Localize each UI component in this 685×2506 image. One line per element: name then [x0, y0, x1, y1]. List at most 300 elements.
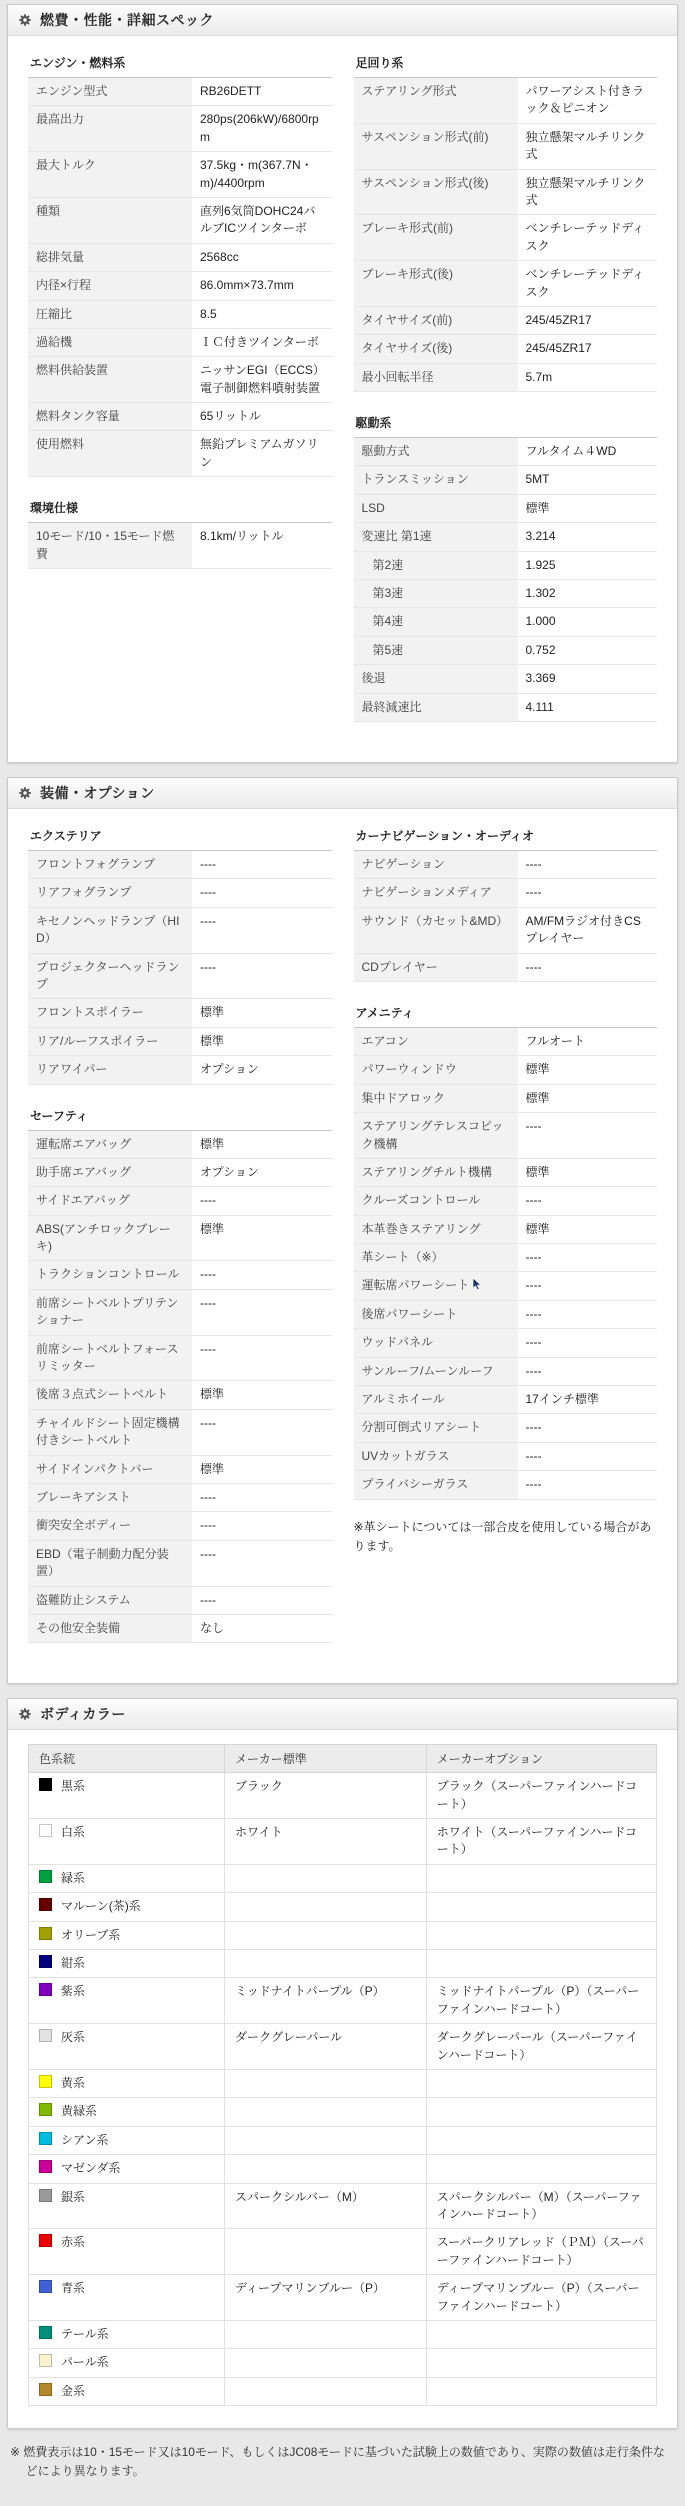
maker-standard-cell	[225, 2126, 427, 2154]
color-swatch	[39, 1983, 52, 1996]
spec-label: 第5速	[354, 636, 518, 664]
spec-value: 86.0mm×73.7mm	[192, 272, 332, 300]
equipment-value: 17インチ標準	[518, 1386, 658, 1414]
equipment-label: ナビゲーションメディア	[354, 879, 518, 907]
equipment-row	[354, 1386, 658, 1414]
equipment-label: サイドインパクトバー	[28, 1455, 192, 1483]
equipment-label: パワーウィンドウ	[354, 1056, 518, 1084]
equipment-label: 前席シートベルトプリテンショナー	[28, 1289, 192, 1335]
equipment-value: ----	[192, 1261, 332, 1289]
body-color-row	[29, 2024, 657, 2070]
color-family-cell	[29, 1893, 225, 1921]
spec-label: 使用燃料	[28, 431, 192, 477]
maker-standard-cell	[225, 1893, 427, 1921]
maker-option-cell	[426, 2070, 656, 2098]
spec-value: ベンチレーテッドディスク	[518, 215, 658, 261]
group-title: 駆動系	[354, 410, 658, 438]
spec-row	[354, 608, 658, 636]
gear-icon	[18, 786, 32, 800]
maker-standard-cell	[225, 1864, 427, 1892]
maker-standard-cell	[225, 2349, 427, 2377]
body-color-row	[29, 1950, 657, 1978]
spec-row	[354, 123, 658, 169]
equipment-card-header	[8, 778, 677, 809]
color-family-label: 青系	[61, 2281, 86, 2296]
body-color-row	[29, 1921, 657, 1949]
body-color-row	[29, 1819, 657, 1865]
equipment-value: 標準	[192, 1215, 332, 1261]
body-color-row	[29, 2126, 657, 2154]
fuel-economy-footnote: ※ 燃費表示は10・15モード又は10モード、もしくはJC08モードに基づいた試験上の数値であり、実際の数値は走行条件などにより異なります。	[10, 2445, 665, 2478]
spec-label: 最高出力	[28, 106, 192, 152]
spec-value: 独立懸架マルチリンク式	[518, 123, 658, 169]
maker-standard-cell	[225, 2377, 427, 2405]
equipment-value: オプション	[192, 1158, 332, 1186]
color-family-label: 黄系	[61, 2076, 86, 2090]
spec-group	[28, 495, 332, 569]
spec-label: トランスミッション	[354, 466, 518, 494]
equipment-value: 標準	[192, 1381, 332, 1409]
spec-value: 0.752	[518, 636, 658, 664]
equipment-value: ----	[192, 1540, 332, 1586]
body-color-row	[29, 1773, 657, 1819]
equipment-value: オプション	[192, 1056, 332, 1084]
equipment-value: ----	[192, 1187, 332, 1215]
equipment-label: 集中ドアロック	[354, 1084, 518, 1112]
equipment-row	[28, 1614, 332, 1642]
color-swatch	[39, 2160, 52, 2173]
equipment-label: UVカットガラス	[354, 1442, 518, 1470]
equipment-value: ----	[518, 1442, 658, 1470]
specs-card	[7, 4, 678, 763]
spec-label: 内径×行程	[28, 272, 192, 300]
equipment-value: ----	[518, 1357, 658, 1385]
color-family-cell	[29, 1864, 225, 1892]
color-swatch	[39, 1778, 52, 1791]
spec-value: 245/45ZR17	[518, 335, 658, 363]
equipment-label: ステアリングテレスコピック機構	[354, 1113, 518, 1159]
body-color-row	[29, 2155, 657, 2183]
equipment-row	[354, 1215, 658, 1243]
equipment-row	[354, 953, 658, 981]
group-title: エンジン・燃料系	[28, 50, 332, 78]
color-family-label: 緑系	[61, 1870, 86, 1885]
color-family-label: テール系	[61, 2326, 109, 2341]
column-header-maker-option: メーカーオプション	[426, 1745, 656, 1773]
equipment-value: ----	[192, 907, 332, 953]
spec-value: 標準	[518, 494, 658, 522]
equipment-value: ----	[518, 1113, 658, 1159]
equipment-value: ----	[518, 1187, 658, 1215]
body-color-card	[7, 1698, 678, 2429]
equipment-row	[354, 1187, 658, 1215]
spec-row	[28, 243, 332, 271]
equipment-label: 助手席エアバッグ	[28, 1158, 192, 1186]
maker-option-cell: スパークシルバー（M）（スーパーファインハードコート）	[426, 2183, 656, 2229]
maker-standard-cell	[225, 2070, 427, 2098]
body-color-row	[29, 2229, 657, 2275]
color-family-cell	[29, 2126, 225, 2154]
spec-label: 第4速	[354, 608, 518, 636]
group-title: セーフティ	[28, 1103, 332, 1131]
equipment-row	[28, 999, 332, 1027]
equipment-row	[28, 1056, 332, 1084]
equipment-value: 標準	[518, 1158, 658, 1186]
equipment-row	[28, 1409, 332, 1455]
body-color-row	[29, 2377, 657, 2405]
equipment-value: ----	[192, 1512, 332, 1540]
color-swatch	[39, 2029, 52, 2042]
equipment-row	[28, 851, 332, 879]
spec-row	[28, 106, 332, 152]
group-title: 環境仕様	[28, 495, 332, 523]
spec-label: 総排気量	[28, 243, 192, 271]
maker-standard-cell: ディープマリンブルー（P）	[225, 2275, 427, 2321]
equipment-row	[28, 879, 332, 907]
equipment-label: 分割可倒式リアシート	[354, 1414, 518, 1442]
equipment-value: ----	[518, 1414, 658, 1442]
color-family-cell	[29, 1819, 225, 1865]
equipment-row	[28, 1455, 332, 1483]
equipment-row	[28, 1512, 332, 1540]
spec-value: ベンチレーテッドディスク	[518, 261, 658, 307]
equipment-label: クルーズコントロール	[354, 1187, 518, 1215]
equipment-value: ----	[518, 1272, 658, 1300]
equipment-value: 標準	[192, 1131, 332, 1159]
color-family-label: 白系	[61, 1825, 86, 1840]
spec-label: 最終減速比	[354, 693, 518, 721]
equipment-label: 本革巻きステアリング	[354, 1215, 518, 1243]
section-title: 装備・オプション	[40, 784, 155, 801]
equipment-row	[354, 1158, 658, 1186]
equipment-row	[28, 1289, 332, 1335]
equipment-row	[28, 953, 332, 999]
equipment-row	[28, 1540, 332, 1586]
spec-row	[354, 466, 658, 494]
color-swatch	[39, 2354, 52, 2367]
color-swatch	[39, 1927, 52, 1940]
spec-row	[354, 215, 658, 261]
spec-value: 37.5kg・m(367.7N・m)/4400rpm	[192, 152, 332, 198]
maker-option-cell	[426, 2320, 656, 2348]
equipment-value: ----	[518, 1329, 658, 1357]
color-family-cell	[29, 2098, 225, 2126]
spec-value: 無鉛プレミアムガソリン	[192, 431, 332, 477]
spec-value: 4.111	[518, 693, 658, 721]
spec-value: 独立懸架マルチリンク式	[518, 169, 658, 215]
color-family-cell	[29, 2183, 225, 2229]
body-color-row	[29, 2183, 657, 2229]
equipment-row	[354, 851, 658, 879]
spec-group	[354, 50, 658, 392]
spec-label: 燃料タンク容量	[28, 403, 192, 431]
spec-value: 8.1km/リットル	[192, 523, 332, 568]
equipment-label: サンルーフ/ムーンルーフ	[354, 1357, 518, 1385]
color-family-label: マルーン(茶)系	[61, 1899, 141, 1914]
maker-standard-cell	[225, 2098, 427, 2126]
equipment-label: 革シート（※）	[354, 1244, 518, 1272]
maker-standard-cell	[225, 2155, 427, 2183]
equipment-row	[354, 1414, 658, 1442]
spec-value: パワーアシスト付きラック＆ピニオン	[518, 78, 658, 123]
color-swatch	[39, 1870, 52, 1883]
body-color-row	[29, 2070, 657, 2098]
equipment-row	[28, 1335, 332, 1381]
color-family-cell	[29, 2070, 225, 2098]
spec-row	[354, 523, 658, 551]
spec-row	[28, 431, 332, 477]
spec-row	[28, 300, 332, 328]
spec-row	[354, 306, 658, 334]
spec-label: 圧縮比	[28, 300, 192, 328]
spec-value: 5MT	[518, 466, 658, 494]
group-title: エクステリア	[28, 823, 332, 851]
spec-value: 3.214	[518, 523, 658, 551]
color-family-cell	[29, 2377, 225, 2405]
spec-group	[28, 50, 332, 477]
equipment-value: ----	[192, 1409, 332, 1455]
equipment-value: 標準	[192, 1027, 332, 1055]
maker-option-cell	[426, 2126, 656, 2154]
equipment-row	[28, 1586, 332, 1614]
equipment-row	[28, 1158, 332, 1186]
color-swatch	[39, 1955, 52, 1968]
spec-label: 後退	[354, 665, 518, 693]
equipment-label: リア/ルーフスポイラー	[28, 1027, 192, 1055]
color-family-cell	[29, 2229, 225, 2275]
equipment-value: ----	[192, 1483, 332, 1511]
spec-label: 種類	[28, 197, 192, 243]
spec-label: エンジン型式	[28, 78, 192, 106]
spec-value: 1.302	[518, 580, 658, 608]
spec-label: ブレーキ形式(前)	[354, 215, 518, 261]
maker-standard-cell: ブラック	[225, 1773, 427, 1819]
spec-value: 1.925	[518, 551, 658, 579]
equipment-left-column	[28, 823, 332, 1661]
maker-standard-cell	[225, 2229, 427, 2275]
equipment-row	[28, 1187, 332, 1215]
maker-option-cell: スーパークリアレッド（ＰＭ）（スーパーファインハードコート）	[426, 2229, 656, 2275]
maker-option-cell: ホワイト（スーパーファインハードコート）	[426, 1819, 656, 1865]
spec-row	[28, 357, 332, 403]
equipment-value: フルオート	[518, 1028, 658, 1056]
group-title: カーナビゲーション・オーディオ	[354, 823, 658, 851]
body-color-row	[29, 2349, 657, 2377]
equipment-label: ブレーキアシスト	[28, 1483, 192, 1511]
spec-row	[354, 438, 658, 466]
spec-label: 燃料供給装置	[28, 357, 192, 403]
maker-option-cell	[426, 2377, 656, 2405]
equipment-label: キセノンヘッドランプ（HID）	[28, 907, 192, 953]
equipment-right-column	[354, 823, 658, 1661]
color-family-cell	[29, 2024, 225, 2070]
spec-label: サスペンション形式(後)	[354, 169, 518, 215]
color-family-label: 灰系	[61, 2030, 86, 2045]
spec-value: RB26DETT	[192, 78, 332, 106]
spec-label: タイヤサイズ(後)	[354, 335, 518, 363]
equipment-row	[354, 1300, 658, 1328]
maker-standard-cell: ホワイト	[225, 1819, 427, 1865]
color-family-cell	[29, 1950, 225, 1978]
spec-value: 1.000	[518, 608, 658, 636]
equipment-label: 盗難防止システム	[28, 1586, 192, 1614]
color-family-cell	[29, 1978, 225, 2024]
color-swatch	[39, 2189, 52, 2202]
gear-icon	[18, 13, 32, 27]
maker-option-cell	[426, 2155, 656, 2183]
maker-option-cell	[426, 2349, 656, 2377]
spec-value: 直列6気筒DOHC24バルブICツインターボ	[192, 197, 332, 243]
section-title: ボディカラー	[40, 1706, 126, 1723]
color-swatch	[39, 2326, 52, 2339]
color-family-label: オリーブ系	[61, 1927, 121, 1942]
equipment-label: CDプレイヤー	[354, 953, 518, 981]
equipment-label: ウッドパネル	[354, 1329, 518, 1357]
color-swatch	[39, 1898, 52, 1911]
spec-label: 最大トルク	[28, 152, 192, 198]
maker-standard-cell	[225, 1921, 427, 1949]
spec-label: サスペンション形式(前)	[354, 123, 518, 169]
equipment-row	[354, 1056, 658, 1084]
equipment-label: サイドエアバッグ	[28, 1187, 192, 1215]
leather-seat-note: ※革シートについては一部合皮を使用している場合があります。	[353, 1519, 652, 1553]
color-swatch	[39, 2280, 52, 2293]
group-title: 足回り系	[354, 50, 658, 78]
spec-label: 第2速	[354, 551, 518, 579]
spec-label: 10モード/10・15モード燃費	[28, 523, 192, 568]
body-color-row	[29, 1893, 657, 1921]
spec-label: タイヤサイズ(前)	[354, 306, 518, 334]
spec-label: ステアリング形式	[354, 78, 518, 123]
equipment-label: ABS(アンチロックブレーキ)	[28, 1215, 192, 1261]
equipment-label: ステアリングチルト機構	[354, 1158, 518, 1186]
color-swatch	[39, 2132, 52, 2145]
spec-value: 245/45ZR17	[518, 306, 658, 334]
equipment-row	[28, 907, 332, 953]
maker-option-cell	[426, 1921, 656, 1949]
equipment-value: ----	[192, 1289, 332, 1335]
maker-option-cell: ダークグレーパール（スーパーファインハードコート）	[426, 2024, 656, 2070]
equipment-value: ----	[192, 879, 332, 907]
specs-card-header	[8, 5, 677, 36]
equipment-label: ナビゲーション	[354, 851, 518, 879]
spec-value: ＩＣ付きツインターボ	[192, 328, 332, 356]
color-family-label: 銀系	[61, 2189, 86, 2204]
spec-label: 最小回転半径	[354, 363, 518, 391]
equipment-value: ----	[518, 1471, 658, 1499]
equipment-label: リアフォグランプ	[28, 879, 192, 907]
spec-label: 変速比 第1速	[354, 523, 518, 551]
spec-value: 8.5	[192, 300, 332, 328]
color-family-label: 黒系	[61, 1779, 86, 1794]
body-color-row	[29, 2320, 657, 2348]
equipment-value: AM/FMラジオ付きCSプレイヤー	[518, 907, 658, 953]
body-color-header-row	[29, 1745, 657, 1773]
spec-value: フルタイム４WD	[518, 438, 658, 466]
spec-label: 第3速	[354, 580, 518, 608]
color-family-cell	[29, 2275, 225, 2321]
equipment-value: 標準	[518, 1215, 658, 1243]
maker-option-cell: ミッドナイトパープル（P）（スーパーファインハードコート）	[426, 1978, 656, 2024]
equipment-card	[7, 777, 678, 1684]
spec-row	[28, 328, 332, 356]
equipment-label: 衝突安全ボディー	[28, 1512, 192, 1540]
color-family-label: 黄緑系	[61, 2104, 98, 2119]
equipment-label: 運転席パワーシート	[354, 1272, 518, 1300]
color-swatch	[39, 1824, 52, 1837]
group-title: アメニティ	[354, 1000, 658, 1028]
column-header-color-family: 色系統	[29, 1745, 225, 1773]
equipment-row	[354, 907, 658, 953]
spec-label: LSD	[354, 494, 518, 522]
spec-row	[354, 665, 658, 693]
spec-row	[354, 261, 658, 307]
equipment-row	[28, 1131, 332, 1159]
spec-value: 5.7m	[518, 363, 658, 391]
color-swatch	[39, 2383, 52, 2396]
spec-value: 65リットル	[192, 403, 332, 431]
spec-row	[28, 523, 332, 568]
spec-row	[354, 78, 658, 123]
equipment-label: リアワイパー	[28, 1056, 192, 1084]
equipment-value: ----	[192, 851, 332, 879]
body-color-row	[29, 2275, 657, 2321]
spec-row	[28, 197, 332, 243]
color-family-label: パール系	[61, 2355, 109, 2370]
column-header-maker-standard: メーカー標準	[225, 1745, 427, 1773]
equipment-label: プライバシーガラス	[354, 1471, 518, 1499]
spec-group	[354, 410, 658, 722]
spec-row	[354, 636, 658, 664]
maker-standard-cell: ダークグレーパール	[225, 2024, 427, 2070]
spec-row	[354, 335, 658, 363]
maker-option-cell: ディープマリンブルー（P）（スーパーファインハードコート）	[426, 2275, 656, 2321]
equipment-value: なし	[192, 1614, 332, 1642]
equipment-label: 運転席エアバッグ	[28, 1131, 192, 1159]
equipment-value: ----	[518, 879, 658, 907]
equipment-label: アルミホイール	[354, 1386, 518, 1414]
equipment-label: エアコン	[354, 1028, 518, 1056]
spec-label: 過給機	[28, 328, 192, 356]
color-family-cell	[29, 2155, 225, 2183]
equipment-row	[28, 1261, 332, 1289]
equipment-row	[354, 1084, 658, 1112]
equipment-value: ----	[518, 953, 658, 981]
mouse-cursor-icon	[472, 1278, 482, 1291]
equipment-value: ----	[192, 1586, 332, 1614]
specs-left-column	[28, 50, 332, 740]
maker-option-cell	[426, 2098, 656, 2126]
maker-option-cell	[426, 1893, 656, 1921]
section-title: 燃費・性能・詳細スペック	[40, 12, 214, 28]
color-family-label: 金系	[61, 2383, 86, 2398]
equipment-value: ----	[518, 1244, 658, 1272]
equipment-row	[28, 1215, 332, 1261]
body-color-row	[29, 1978, 657, 2024]
equipment-label: その他安全装備	[28, 1614, 192, 1642]
color-swatch	[39, 2234, 52, 2247]
maker-standard-cell: ミッドナイトパープル（P）	[225, 1978, 427, 2024]
equipment-label: 後席３点式シートベルト	[28, 1381, 192, 1409]
equipment-row	[354, 1471, 658, 1499]
equipment-value: 標準	[518, 1056, 658, 1084]
color-family-label: 紺系	[61, 1956, 86, 1971]
color-family-cell	[29, 2349, 225, 2377]
equipment-row	[354, 1244, 658, 1272]
maker-option-cell	[426, 1864, 656, 1892]
spec-row	[28, 78, 332, 106]
color-swatch	[39, 2075, 52, 2088]
